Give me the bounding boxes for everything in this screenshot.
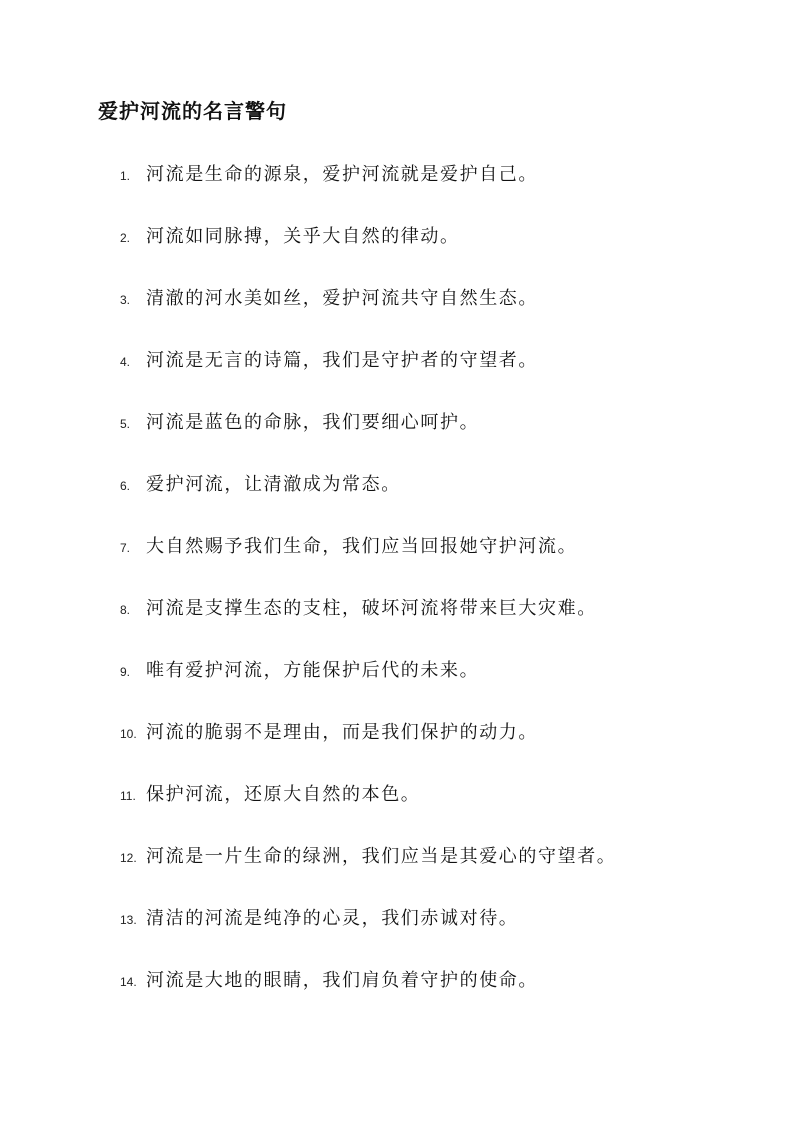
item-number: 11. xyxy=(120,789,136,803)
item-number: 10. xyxy=(120,727,137,741)
item-text: 唯有爱护河流，方能保护后代的未来。 xyxy=(146,660,480,681)
list-item xyxy=(120,285,616,312)
item-text: 爱护河流，让清澈成为常态。 xyxy=(146,474,401,495)
item-number: 4. xyxy=(120,355,131,369)
item-text: 大自然赐予我们生命，我们应当回报她守护河流。 xyxy=(146,536,578,557)
item-text: 清洁的河流是纯净的心灵，我们赤诚对待。 xyxy=(146,908,519,929)
item-text: 河流是大地的眼睛，我们肩负着守护的使命。 xyxy=(146,970,538,991)
item-number: 2. xyxy=(120,231,131,245)
list-item xyxy=(120,471,616,498)
list-item xyxy=(120,161,616,188)
list-item xyxy=(120,719,616,746)
list-item xyxy=(120,657,616,684)
item-number: 8. xyxy=(120,603,131,617)
item-number: 3. xyxy=(120,293,131,307)
item-text: 河流的脆弱不是理由，而是我们保护的动力。 xyxy=(146,722,538,743)
item-text: 河流是支撑生态的支柱，破坏河流将带来巨大灾难。 xyxy=(146,598,597,619)
item-text: 河流是蓝色的命脉，我们要细心呵护。 xyxy=(146,412,480,433)
item-text: 清澈的河水美如丝，爱护河流共守自然生态。 xyxy=(146,288,538,309)
item-text: 河流是一片生命的绿洲，我们应当是其爱心的守望者。 xyxy=(146,846,617,867)
list-item xyxy=(120,905,616,932)
item-number: 13. xyxy=(120,913,137,927)
item-number: 7. xyxy=(120,541,131,555)
item-text: 河流是生命的源泉，爱护河流就是爱护自己。 xyxy=(146,164,538,185)
list-item xyxy=(120,595,616,622)
list-item xyxy=(120,347,616,374)
list-item xyxy=(120,967,616,994)
item-number: 5. xyxy=(120,417,131,431)
list-item xyxy=(120,781,616,808)
item-number: 1. xyxy=(120,169,131,183)
item-number: 12. xyxy=(120,851,137,865)
list-item xyxy=(120,223,616,250)
item-number: 6. xyxy=(120,479,131,493)
item-number: 9. xyxy=(120,665,131,679)
item-text: 河流如同脉搏，关乎大自然的律动。 xyxy=(146,226,460,247)
quote-list xyxy=(120,161,616,1029)
document-title: 爱护河流的名言警句 xyxy=(98,99,287,123)
item-text: 河流是无言的诗篇，我们是守护者的守望者。 xyxy=(146,350,538,371)
list-item xyxy=(120,409,616,436)
item-text: 保护河流，还原大自然的本色。 xyxy=(146,784,421,805)
list-item xyxy=(120,533,616,560)
item-number: 14. xyxy=(120,975,137,989)
list-item xyxy=(120,843,616,870)
